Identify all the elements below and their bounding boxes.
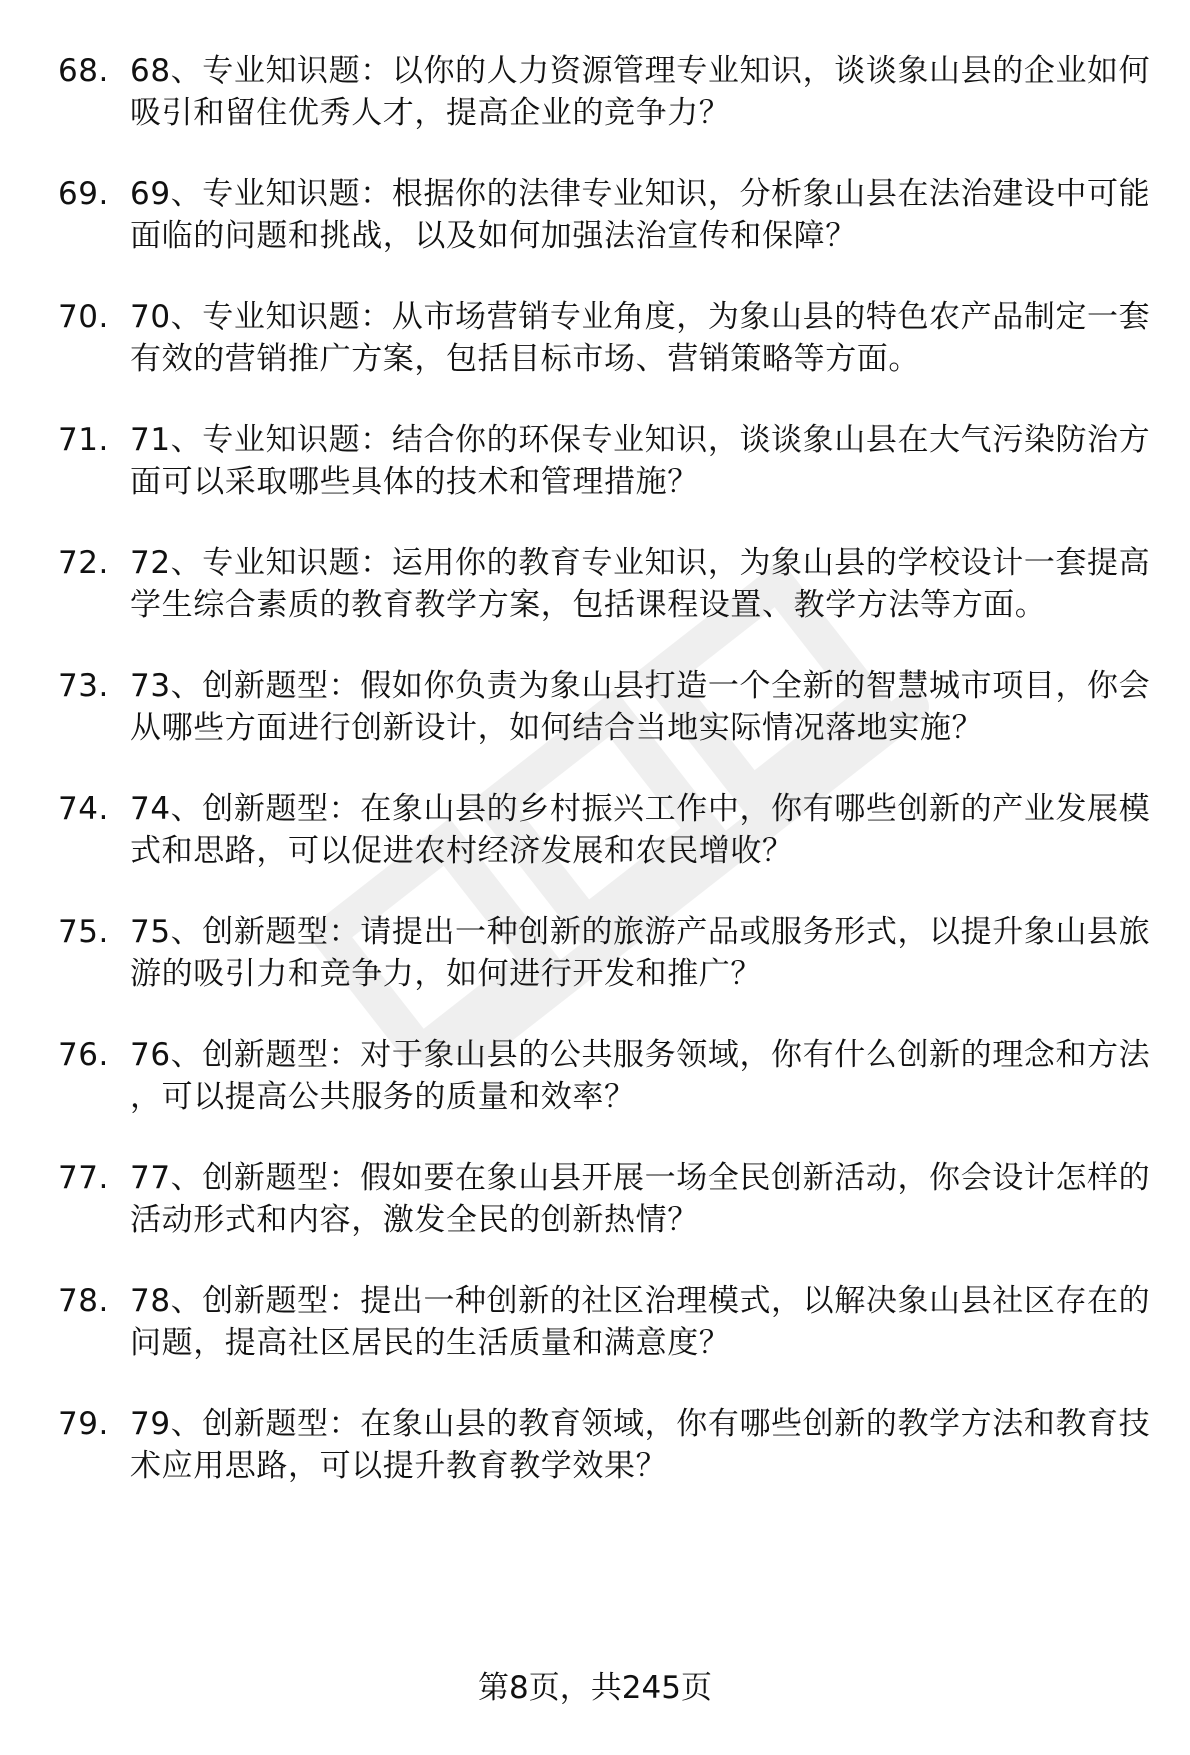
question-text: 76、创新题型：对于象山县的公共服务领域，你有什么创新的理念和方法，可以提高公共服务的质量和效率？: [130, 1037, 1151, 1115]
question-number: 71.: [58, 422, 109, 458]
question-number: 79.: [58, 1406, 109, 1442]
question-item: [58, 1403, 1158, 1487]
page-number-footer: 第8页，共245页: [478, 1670, 712, 1706]
question-number: 68.: [58, 53, 109, 89]
question-number: 70.: [58, 299, 109, 335]
question-list: [58, 50, 1158, 1526]
question-text: 68、专业知识题：以你的人力资源管理专业知识，谈谈象山县的企业如何吸引和留住优秀人才，提高企业的竞争力？: [130, 53, 1151, 131]
question-item: [58, 1034, 1158, 1118]
question-item: [58, 173, 1158, 257]
question-text: 79、创新题型：在象山县的教育领域，你有哪些创新的教学方法和教育技术应用思路，可以提升教育教学效果？: [130, 1406, 1151, 1484]
question-item: [58, 665, 1158, 749]
question-text: 73、创新题型：假如你负责为象山县打造一个全新的智慧城市项目，你会从哪些方面进行创新设计，如何结合当地实际情况落地实施？: [130, 668, 1151, 746]
question-number: 77.: [58, 1160, 109, 1196]
question-text: 70、专业知识题：从市场营销专业角度，为象山县的特色农产品制定一套有效的营销推广方案，包括目标市场、营销策略等方面。: [130, 299, 1151, 377]
question-item: [58, 419, 1158, 503]
question-number: 69.: [58, 176, 109, 212]
question-item: [58, 788, 1158, 872]
question-text: 69、专业知识题：根据你的法律专业知识，分析象山县在法治建设中可能面临的问题和挑战，以及如何加强法治宣传和保障？: [130, 176, 1151, 254]
question-number: 74.: [58, 791, 109, 827]
question-number: 78.: [58, 1283, 109, 1319]
question-number: 73.: [58, 668, 109, 704]
question-text: 72、专业知识题：运用你的教育专业知识，为象山县的学校设计一套提高学生综合素质的教育教学方案，包括课程设置、教学方法等方面。: [130, 545, 1151, 623]
question-number: 75.: [58, 914, 109, 950]
question-text: 71、专业知识题：结合你的环保专业知识，谈谈象山县在大气污染防治方面可以采取哪些具体的技术和管理措施？: [130, 422, 1151, 500]
question-text: 74、创新题型：在象山县的乡村振兴工作中，你有哪些创新的产业发展模式和思路，可以促进农村经济发展和农民增收？: [130, 791, 1151, 869]
question-item: [58, 296, 1158, 380]
question-item: [58, 542, 1158, 626]
question-text: 75、创新题型：请提出一种创新的旅游产品或服务形式，以提升象山县旅游的吸引力和竞争力，如何进行开发和推广？: [130, 914, 1151, 992]
question-text: 77、创新题型：假如要在象山县开展一场全民创新活动，你会设计怎样的活动形式和内容，激发全民的创新热情？: [130, 1160, 1151, 1238]
question-text: 78、创新题型：提出一种创新的社区治理模式，以解决象山县社区存在的问题，提高社区居民的生活质量和满意度？: [130, 1283, 1151, 1361]
question-item: [58, 1280, 1158, 1364]
question-item: [58, 911, 1158, 995]
question-number: 72.: [58, 545, 109, 581]
question-item: [58, 1157, 1158, 1241]
question-number: 76.: [58, 1037, 109, 1073]
question-item: [58, 50, 1158, 134]
